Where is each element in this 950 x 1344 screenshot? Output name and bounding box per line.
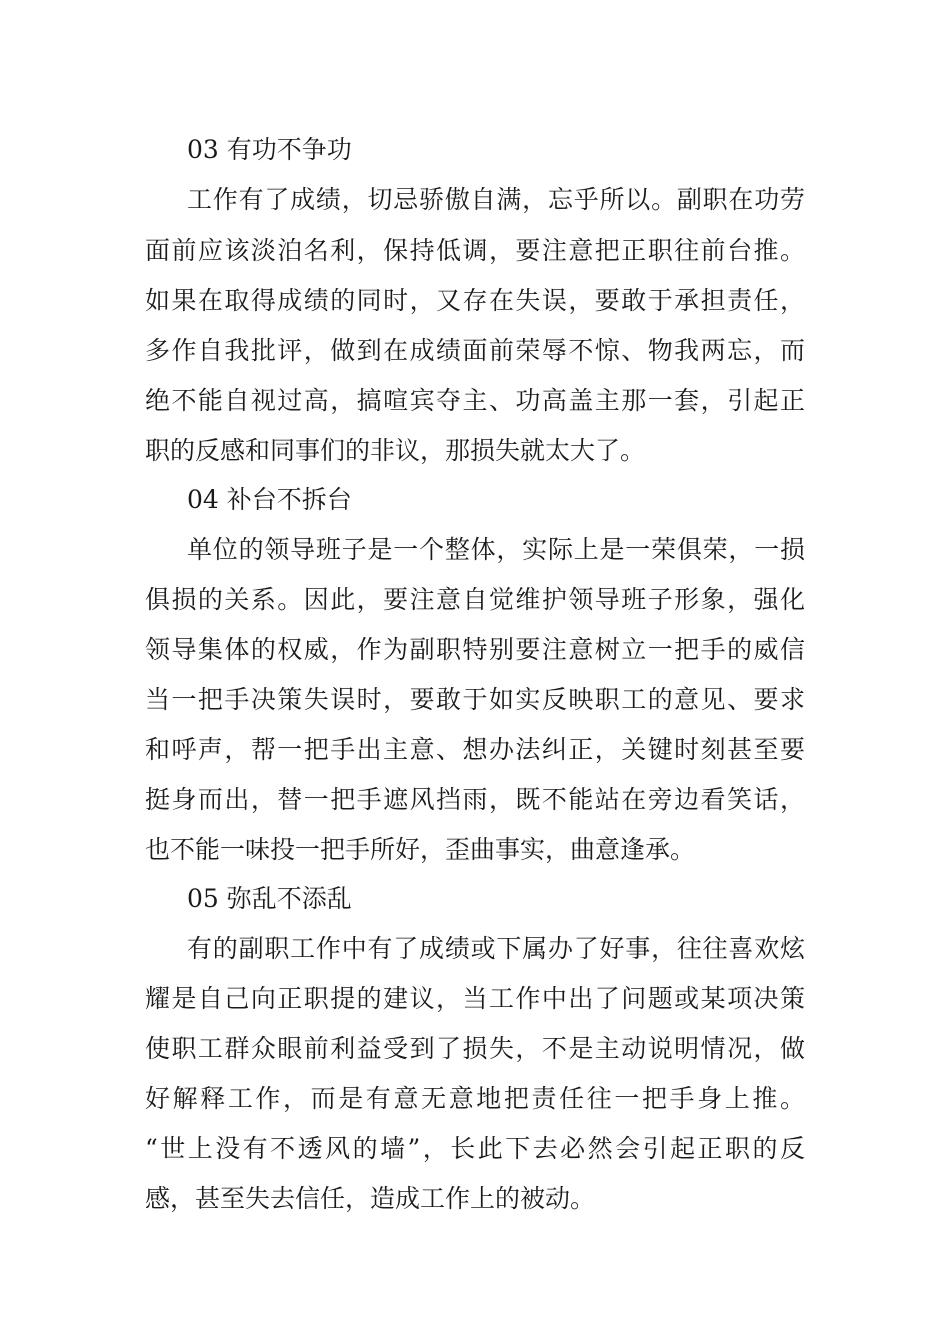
paragraph-line: 使职工群众眼前利益受到了损失，不是主动说明情况，做 — [145, 1034, 805, 1063]
paragraph-line: 面前应该淡泊名利，保持低调，要注意把正职往前台推。 — [145, 236, 805, 265]
paragraph-line: 多作自我批评，做到在成绩面前荣辱不惊、物我两忘，而 — [145, 336, 805, 365]
paragraph-line: 职的反感和同事们的非议，那损失就太大了。 — [145, 436, 646, 465]
paragraph-line: 领导集体的权威，作为副职特别要注意树立一把手的威信 — [145, 635, 805, 664]
paragraph-line: 挺身而出，替一把手遮风挡雨，既不能站在旁边看笑话， — [145, 785, 805, 814]
paragraph-line: 也不能一味投一把手所好，歪曲事实，曲意逢承。 — [145, 835, 696, 864]
paragraph-line: 如果在取得成绩的同时，又存在失误，要敢于承担责任， — [145, 286, 805, 315]
paragraph-line: 感，甚至失去信任，造成工作上的被动。 — [145, 1184, 596, 1213]
section-heading-05: 05 弥乱不添乱 — [187, 884, 352, 913]
section-heading-03: 03 有功不争功 — [187, 135, 352, 164]
paragraph-line: 工作有了成绩，切忌骄傲自满，忘乎所以。副职在功劳 — [187, 185, 805, 214]
paragraph-line: 和呼声，帮一把手出主意、想办法纠正，关键时刻甚至要 — [145, 735, 805, 764]
paragraph-line: 绝不能自视过高，搞喧宾夺主、功高盖主那一套，引起正 — [145, 386, 805, 415]
paragraph-line: “世上没有不透风的墙”，长此下去必然会引起正职的反 — [145, 1134, 805, 1163]
paragraph-line: 当一把手决策失误时，要敢于如实反映职工的意见、要求 — [145, 685, 805, 714]
paragraph-line: 好解释工作，而是有意无意地把责任往一把手身上推。 — [145, 1084, 805, 1113]
paragraph-line: 俱损的关系。因此，要注意自觉维护领导班子形象，强化 — [145, 585, 805, 614]
paragraph-line: 单位的领导班子是一个整体，实际上是一荣俱荣，一损 — [187, 535, 805, 564]
paragraph-line: 耀是自己向正职提的建议，当工作中出了问题或某项决策 — [145, 984, 805, 1013]
paragraph-line: 有的副职工作中有了成绩或下属办了好事，往往喜欢炫 — [187, 934, 805, 963]
section-heading-04: 04 补台不拆台 — [187, 485, 352, 514]
